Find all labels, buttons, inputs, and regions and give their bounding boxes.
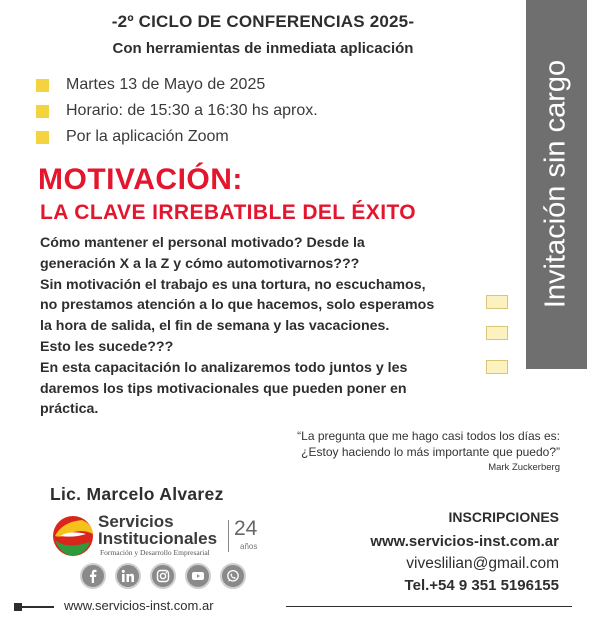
registration-title: INSCRIPCIONES [448,509,559,525]
description [40,233,492,420]
description-line: práctica. [40,401,99,418]
registration-website-link[interactable]: www.servicios-inst.com.ar [370,533,559,550]
description-line: Cómo mantener el personal motivado? Desde la [40,235,365,251]
logo-divider [228,520,229,552]
quote-line: ¿Estoy haciendo lo más importante que puedo?” [301,445,560,459]
instagram-icon[interactable] [150,563,176,589]
registration-block [370,509,559,597]
description-line: En esta capacitación lo analizaremos todo juntos y les [40,359,408,376]
footer-website-link[interactable]: www.servicios-inst.com.ar [64,598,214,613]
facebook-icon[interactable] [80,563,106,589]
description-line: Esto les sucede??? [40,338,174,355]
registration-phone[interactable]: Tel.+54 9 351 5196155 [404,577,559,594]
social-links [80,563,255,589]
description-line: la hora de salida, el fin de semana y las vacaciones. [40,318,390,335]
event-details [36,72,318,150]
detail-time-text: Horario: de 15:30 a 16:30 hs aprox. [66,102,318,119]
footer-line-right [286,606,572,607]
bullet-square-icon [36,79,49,92]
bullet-square-icon [36,105,49,118]
detail-date [36,72,318,98]
detail-platform-text: Por la aplicación Zoom [66,128,229,145]
speaker-name: Lic. Marcelo Alvarez [50,484,224,504]
youtube-icon[interactable] [185,563,211,589]
conference-subtitle: LA CLAVE IRREBATIBLE DEL ÉXITO [40,201,417,224]
registration-email-link[interactable]: viveslilian@gmail.com [406,555,559,572]
sticky-note-icon [486,295,508,309]
description-line: daremos los tips motivacionales que pueden poner en [40,380,407,397]
detail-time [36,98,318,124]
logo-tagline: Formación y Desarrollo Empresarial [100,548,210,557]
quote-author: Mark Zuckerberg [488,462,560,473]
quote-line: “La pregunta que me hago casi todos los días es: [297,429,560,443]
logo-emblem-icon [52,514,94,558]
bullet-square-icon [36,131,49,144]
sticky-note-icon [486,360,508,374]
logo-name-line2: Institucionales [98,529,218,548]
company-logo [52,512,282,560]
logo-years-label: años [240,542,258,551]
description-line: no prestamos atención a lo que hacemos, solo esperamos [40,297,435,314]
detail-date-text: Martes 13 de Mayo de 2025 [66,76,266,93]
description-line: generación X a la Z y cómo automotivarnos??? [40,255,360,272]
footer-line-left [14,606,54,608]
logo-name-line1: Servicios [98,512,174,531]
quote-block [220,428,560,473]
event-series-subtitle: Con herramientas de inmediata aplicación [112,40,414,57]
sticky-note-icon [486,326,508,340]
description-line: Sin motivación el trabajo es una tortura, no escuchamos, [40,276,426,293]
event-series-title: -2º CICLO DE CONFERENCIAS 2025- [111,12,415,31]
conference-title: MOTIVACIÓN: [38,163,243,196]
side-banner-text: Invitación sin cargo [539,59,572,309]
logo-years: 24 [234,517,258,540]
detail-platform [36,124,318,150]
linkedin-icon[interactable] [115,563,141,589]
whatsapp-icon[interactable] [220,563,246,589]
